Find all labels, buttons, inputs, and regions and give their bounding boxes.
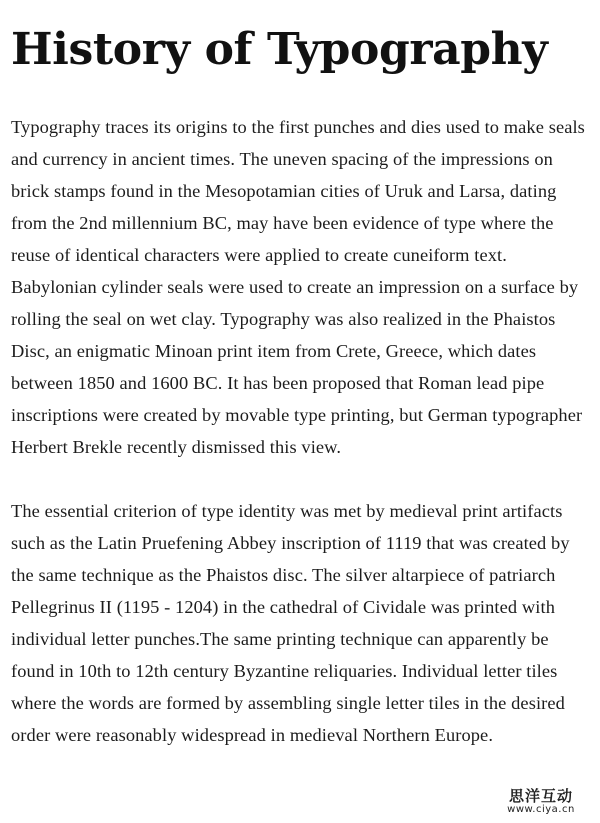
page-title: History of Typography <box>11 24 548 75</box>
paragraph-origins: Typography traces its origins to the first punches and dies used to make seals and currency in ancient times. The uneven spacing of the impressions on brick stamps found in the Mesopotamian cities of Uruk and Larsa, dating from the 2nd millennium BC, may have been evidence of type where the reuse of identical characters were applied to create cuneiform text. Babylonian cylinder seals were used to create an impression on a surface by rolling the seal on wet clay. Typography was also realized in the Phaistos Disc, an enigmatic Minoan print item from Crete, Greece, which dates between 1850 and 1600 BC. It has been proposed that Roman lead pipe inscriptions were created by movable type printing, but German typographer Herbert Brekle recently dismissed this view. <box>11 117 585 457</box>
paragraph-medieval: The essential criterion of type identity was met by medieval print artifacts such as the Latin Pruefening Abbey inscription of 1119 that was created by the same technique as the Phaistos disc. The silver altarpiece of patriarch Pellegrinus II (1195 - 1204) in the cathedral of Cividale was printed with individual letter punches.The same printing technique can apparently be found in 10th to 12th century Byzantine reliquaries. Individual letter tiles where the words are formed by assembling single letter tiles in the desired order were reasonably widespread in medieval Northern Europe. <box>11 501 570 745</box>
article <box>11 0 593 751</box>
watermark-logo <box>489 789 593 815</box>
watermark-name: 思洋互动 <box>508 787 573 805</box>
watermark-url: www.ciya.cn <box>507 804 575 815</box>
